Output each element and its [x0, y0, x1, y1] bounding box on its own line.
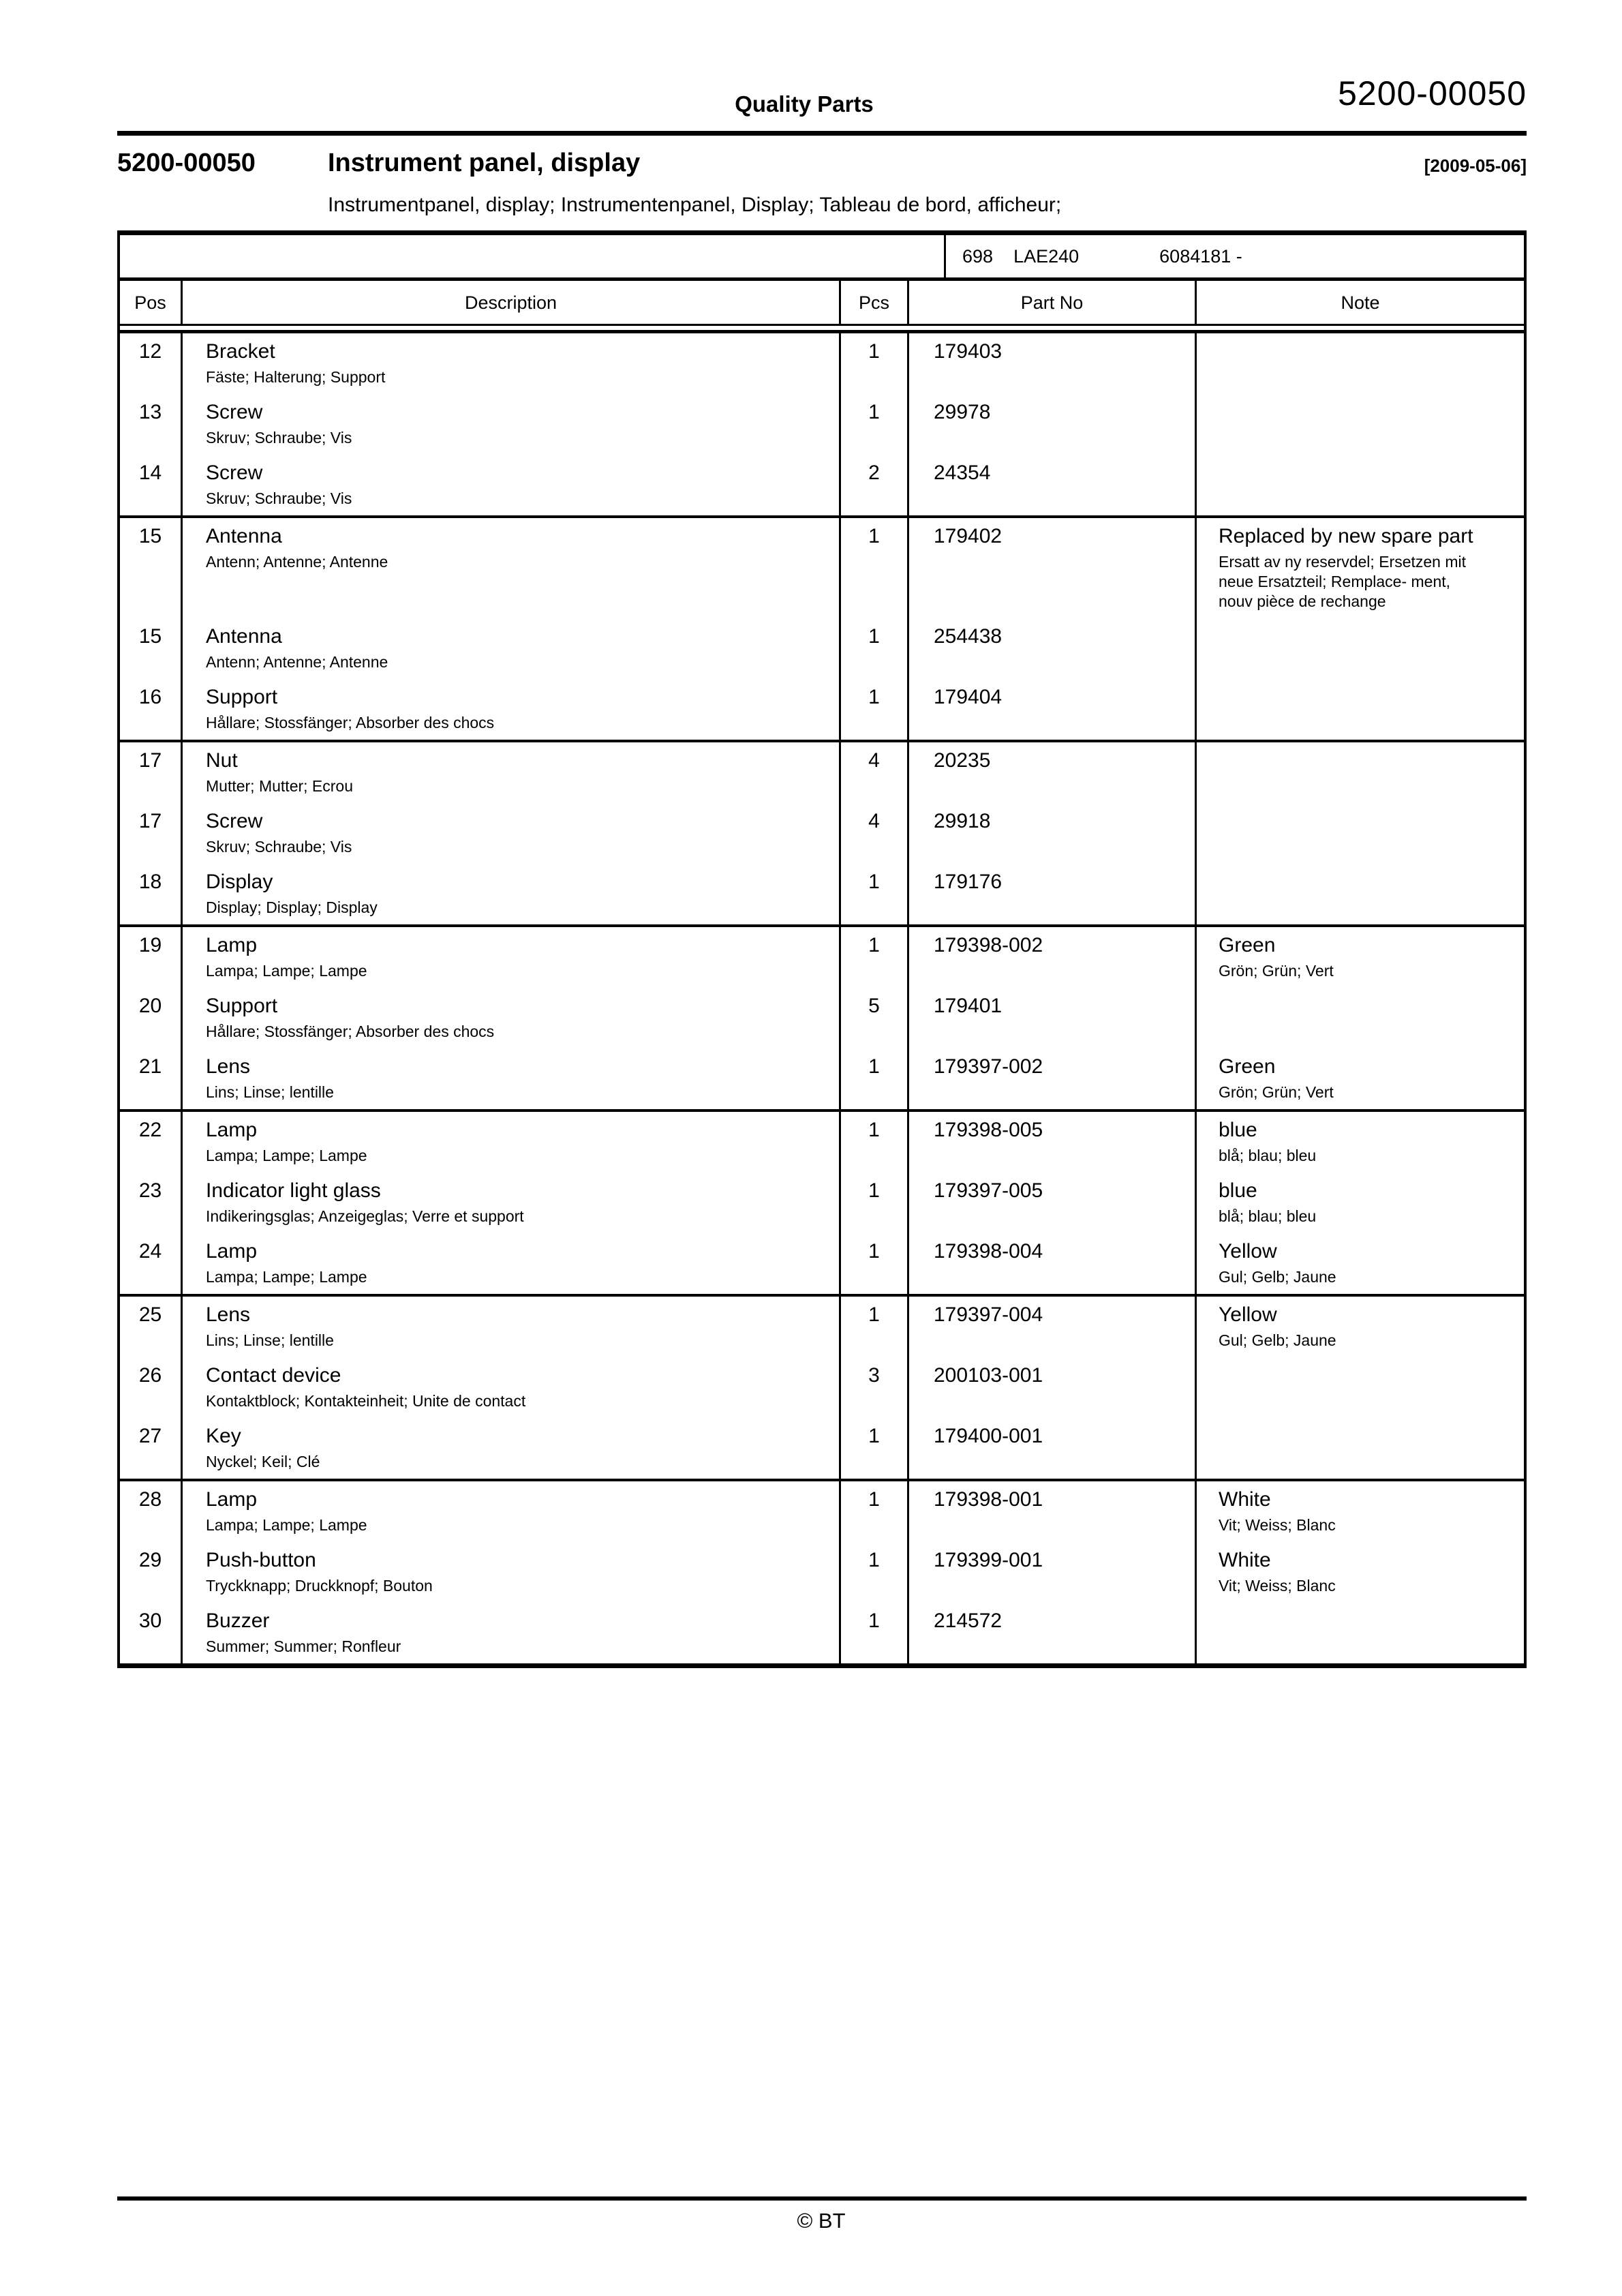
- pos-cell: 27: [120, 1418, 183, 1479]
- description-sub: Antenn; Antenne; Antenne: [206, 653, 388, 671]
- note-main: Green: [1219, 934, 1276, 956]
- pcs-cell: 1: [841, 1481, 909, 1542]
- column-header-note: Note: [1341, 292, 1380, 313]
- note-cell: [1197, 618, 1524, 679]
- table-body: [120, 333, 1524, 1663]
- pos-cell: 15: [120, 618, 183, 679]
- note-cell: [1197, 1048, 1524, 1109]
- pos-cell: 18: [120, 864, 183, 924]
- note-cell: [1197, 988, 1524, 1048]
- description-cell: [183, 333, 841, 394]
- description-main: Support: [206, 686, 278, 708]
- description-main: Bracket: [206, 340, 275, 363]
- pcs-cell: 1: [841, 864, 909, 924]
- part-no-cell: 179401: [909, 988, 1197, 1048]
- description-cell: [183, 1603, 841, 1663]
- table-row: [120, 742, 1524, 803]
- description-sub: Fäste; Halterung; Support: [206, 368, 386, 386]
- table-row: [120, 1048, 1524, 1109]
- note-sub: blå; blau; bleu: [1219, 1147, 1317, 1164]
- description-sub: Tryckknapp; Druckknopf; Bouton: [206, 1577, 433, 1595]
- note-cell: [1197, 864, 1524, 924]
- model-row-empty-cell: [120, 235, 946, 277]
- description-cell: [183, 618, 841, 679]
- note-main: blue: [1219, 1179, 1257, 1202]
- description-main: Lamp: [206, 934, 258, 956]
- header-rule: [117, 131, 1527, 136]
- table-row: [120, 1297, 1524, 1357]
- column-header-part-no: Part No: [909, 281, 1197, 324]
- pcs-cell: 4: [841, 742, 909, 803]
- description-cell: [183, 1173, 841, 1233]
- description-main: Lamp: [206, 1488, 258, 1511]
- pos-cell: 14: [120, 455, 183, 515]
- note-cell: [1197, 1418, 1524, 1479]
- note-cell: [1197, 518, 1524, 618]
- model-row: [120, 235, 1524, 281]
- note-sub: Vit; Weiss; Blanc: [1219, 1516, 1336, 1534]
- pcs-cell: 3: [841, 1357, 909, 1418]
- table-row: [120, 1481, 1524, 1542]
- note-cell: [1197, 803, 1524, 864]
- description-cell: [183, 1481, 841, 1542]
- part-no-cell: 179403: [909, 333, 1197, 394]
- note-cell: [1197, 1542, 1524, 1603]
- description-cell: [183, 455, 841, 515]
- table-row: [120, 518, 1524, 618]
- note-cell: [1197, 679, 1524, 740]
- title-translations: Instrumentpanel, display; Instrumentenpanel, Display; Tableau de bord, afficheur;: [328, 194, 1062, 216]
- pos-cell: 29: [120, 1542, 183, 1603]
- description-sub: Antenn; Antenne; Antenne: [206, 553, 388, 571]
- note-cell: [1197, 1233, 1524, 1294]
- description-sub: Nyckel; Keil; Clé: [206, 1453, 320, 1470]
- header-body-divider: [120, 326, 1524, 333]
- table-row: [120, 679, 1524, 740]
- description-sub: Skruv; Schraube; Vis: [206, 429, 352, 447]
- description-main: Contact device: [206, 1364, 341, 1387]
- table-row: [120, 1357, 1524, 1418]
- description-sub: Indikeringsglas; Anzeigeglas; Verre et support: [206, 1207, 524, 1225]
- pos-cell: 22: [120, 1112, 183, 1173]
- row-group: [120, 924, 1524, 1109]
- description-sub: Lampa; Lampe; Lampe: [206, 1516, 367, 1534]
- column-header-description: Description: [183, 281, 841, 324]
- description-main: Screw: [206, 401, 263, 423]
- table-row: [120, 988, 1524, 1048]
- description-sub: Lins; Linse; lentille: [206, 1083, 334, 1101]
- pos-cell: 17: [120, 742, 183, 803]
- description-main: Screw: [206, 810, 263, 832]
- part-no-cell: 29978: [909, 394, 1197, 455]
- note-sub: Grön; Grün; Vert: [1219, 962, 1334, 980]
- description-cell: [183, 1233, 841, 1294]
- note-sub: Gul; Gelb; Jaune: [1219, 1331, 1336, 1349]
- pcs-cell: 1: [841, 518, 909, 618]
- row-group: [120, 1109, 1524, 1294]
- part-no-cell: 179399-001: [909, 1542, 1197, 1603]
- pos-cell: 16: [120, 679, 183, 740]
- part-no-cell: 200103-001: [909, 1357, 1197, 1418]
- description-main: Support: [206, 995, 278, 1017]
- description-sub: Hållare; Stossfänger; Absorber des chocs: [206, 714, 495, 731]
- description-cell: [183, 1112, 841, 1173]
- doc-number-header: 5200-00050: [1338, 74, 1527, 112]
- description-cell: [183, 1048, 841, 1109]
- description-cell: [183, 518, 841, 618]
- description-sub: Display; Display; Display: [206, 898, 378, 916]
- pcs-cell: 1: [841, 394, 909, 455]
- brand-header: Quality Parts: [735, 91, 874, 117]
- pcs-cell: 1: [841, 1418, 909, 1479]
- part-no-cell: 179398-001: [909, 1481, 1197, 1542]
- pos-cell: 15: [120, 518, 183, 618]
- table-row: [120, 1173, 1524, 1233]
- table-row: [120, 1542, 1524, 1603]
- pcs-cell: 1: [841, 927, 909, 988]
- part-no-cell: 179397-005: [909, 1173, 1197, 1233]
- note-cell: [1197, 742, 1524, 803]
- pos-cell: 20: [120, 988, 183, 1048]
- note-sub: Grön; Grün; Vert: [1219, 1083, 1334, 1101]
- note-sub: Ersatt av ny reservdel; Ersetzen mit neue Ersatzteil; Remplace- ment, nouv pièce de rechange: [1219, 553, 1467, 610]
- description-main: Screw: [206, 462, 263, 484]
- footer-rule: [117, 2196, 1527, 2201]
- pcs-cell: 1: [841, 1112, 909, 1173]
- description-cell: [183, 1357, 841, 1418]
- pcs-cell: 1: [841, 333, 909, 394]
- parts-table: [117, 230, 1527, 1668]
- description-main: Nut: [206, 749, 238, 772]
- row-group: [120, 333, 1524, 515]
- description-main: Display: [206, 871, 273, 893]
- description-sub: Lampa; Lampe; Lampe: [206, 1268, 367, 1286]
- description-main: Lens: [206, 1303, 251, 1326]
- description-sub: Lampa; Lampe; Lampe: [206, 1147, 367, 1164]
- description-cell: [183, 1297, 841, 1357]
- description-main: Push-button: [206, 1549, 316, 1571]
- table-row: [120, 864, 1524, 924]
- model-code: 698: [962, 245, 994, 267]
- description-main: Lamp: [206, 1119, 258, 1141]
- pcs-cell: 1: [841, 1233, 909, 1294]
- note-main: White: [1219, 1549, 1271, 1571]
- pos-cell: 30: [120, 1603, 183, 1663]
- table-row: [120, 927, 1524, 988]
- part-no-cell: 179397-002: [909, 1048, 1197, 1109]
- pos-cell: 25: [120, 1297, 183, 1357]
- column-header-pos: Pos: [120, 281, 183, 324]
- pos-cell: 13: [120, 394, 183, 455]
- note-main: Replaced by new spare part: [1219, 525, 1473, 547]
- table-row: [120, 1112, 1524, 1173]
- part-no-cell: 179404: [909, 679, 1197, 740]
- note-main: White: [1219, 1488, 1271, 1511]
- description-cell: [183, 1418, 841, 1479]
- note-cell: [1197, 927, 1524, 988]
- table-row: [120, 333, 1524, 394]
- description-sub: Mutter; Mutter; Ecrou: [206, 777, 354, 795]
- page-title: Instrument panel, display: [328, 149, 641, 177]
- description-main: Antenna: [206, 525, 282, 547]
- pcs-cell: 4: [841, 803, 909, 864]
- part-no-cell: 254438: [909, 618, 1197, 679]
- pcs-cell: 1: [841, 1297, 909, 1357]
- note-sub: Gul; Gelb; Jaune: [1219, 1268, 1336, 1286]
- table-row: [120, 1418, 1524, 1479]
- part-no-cell: 179397-004: [909, 1297, 1197, 1357]
- note-main: Yellow: [1219, 1240, 1277, 1263]
- pos-cell: 26: [120, 1357, 183, 1418]
- part-no-cell: 214572: [909, 1603, 1197, 1663]
- note-cell: [1197, 394, 1524, 455]
- note-main: Green: [1219, 1055, 1276, 1078]
- table-row: [120, 618, 1524, 679]
- row-group: [120, 515, 1524, 740]
- part-no-cell: 179400-001: [909, 1418, 1197, 1479]
- part-no-cell: 20235: [909, 742, 1197, 803]
- description-sub: Kontaktblock; Kontakteinheit; Unite de contact: [206, 1392, 526, 1410]
- pcs-cell: 1: [841, 618, 909, 679]
- note-main: blue: [1219, 1119, 1257, 1141]
- description-cell: [183, 679, 841, 740]
- column-header-pcs: Pcs: [841, 281, 909, 324]
- pcs-cell: 1: [841, 679, 909, 740]
- description-main: Lens: [206, 1055, 251, 1078]
- table-row: [120, 1233, 1524, 1294]
- pcs-cell: 1: [841, 1542, 909, 1603]
- note-cell: [1197, 1357, 1524, 1418]
- description-cell: [183, 803, 841, 864]
- description-sub: Skruv; Schraube; Vis: [206, 838, 352, 856]
- note-cell: [1197, 333, 1524, 394]
- part-no-cell: 179176: [909, 864, 1197, 924]
- description-main: Antenna: [206, 625, 282, 648]
- description-sub: Summer; Summer; Ronfleur: [206, 1637, 401, 1655]
- pos-cell: 21: [120, 1048, 183, 1109]
- note-main: Yellow: [1219, 1303, 1277, 1326]
- part-no-cell: 179398-004: [909, 1233, 1197, 1294]
- pcs-cell: 1: [841, 1173, 909, 1233]
- pos-cell: 12: [120, 333, 183, 394]
- description-cell: [183, 864, 841, 924]
- note-sub: Vit; Weiss; Blanc: [1219, 1577, 1336, 1595]
- note-cell: [1197, 1603, 1524, 1663]
- pos-cell: 24: [120, 1233, 183, 1294]
- note-cell: [1197, 1297, 1524, 1357]
- description-cell: [183, 742, 841, 803]
- column-header-row: [120, 281, 1524, 326]
- serial-range: 6084181 -: [1159, 245, 1242, 267]
- row-group: [120, 740, 1524, 924]
- description-sub: Lins; Linse; lentille: [206, 1331, 334, 1349]
- description-cell: [183, 927, 841, 988]
- description-sub: Lampa; Lampe; Lampe: [206, 962, 367, 980]
- pcs-cell: 2: [841, 455, 909, 515]
- description-sub: Hållare; Stossfänger; Absorber des chocs: [206, 1023, 495, 1040]
- row-group: [120, 1294, 1524, 1479]
- note-cell: [1197, 455, 1524, 515]
- note-sub: blå; blau; bleu: [1219, 1207, 1317, 1225]
- table-row: [120, 455, 1524, 515]
- description-cell: [183, 394, 841, 455]
- part-no-cell: 179398-005: [909, 1112, 1197, 1173]
- description-cell: [183, 988, 841, 1048]
- pos-cell: 23: [120, 1173, 183, 1233]
- pcs-cell: 1: [841, 1048, 909, 1109]
- part-no-cell: 179402: [909, 518, 1197, 618]
- table-row: [120, 1603, 1524, 1663]
- description-sub: Skruv; Schraube; Vis: [206, 489, 352, 507]
- description-cell: [183, 1542, 841, 1603]
- pcs-cell: 1: [841, 1603, 909, 1663]
- pos-cell: 28: [120, 1481, 183, 1542]
- description-main: Indicator light glass: [206, 1179, 381, 1202]
- part-no-cell: 29918: [909, 803, 1197, 864]
- revision-date: [2009-05-06]: [1424, 155, 1527, 176]
- part-no-cell: 24354: [909, 455, 1197, 515]
- table-row: [120, 394, 1524, 455]
- description-main: Lamp: [206, 1240, 258, 1263]
- note-cell: [1197, 1112, 1524, 1173]
- pos-cell: 17: [120, 803, 183, 864]
- table-row: [120, 803, 1524, 864]
- model-row-info-cell: [946, 235, 1524, 277]
- pos-cell: 19: [120, 927, 183, 988]
- copyright-notice: © BT: [797, 2209, 846, 2233]
- model-name: LAE240: [1013, 245, 1080, 267]
- title-doc-number: 5200-00050: [117, 149, 256, 177]
- part-no-cell: 179398-002: [909, 927, 1197, 988]
- note-cell: [1197, 1173, 1524, 1233]
- description-main: Key: [206, 1425, 241, 1447]
- pcs-cell: 5: [841, 988, 909, 1048]
- description-main: Buzzer: [206, 1610, 270, 1632]
- note-cell: [1197, 1481, 1524, 1542]
- row-group: [120, 1479, 1524, 1663]
